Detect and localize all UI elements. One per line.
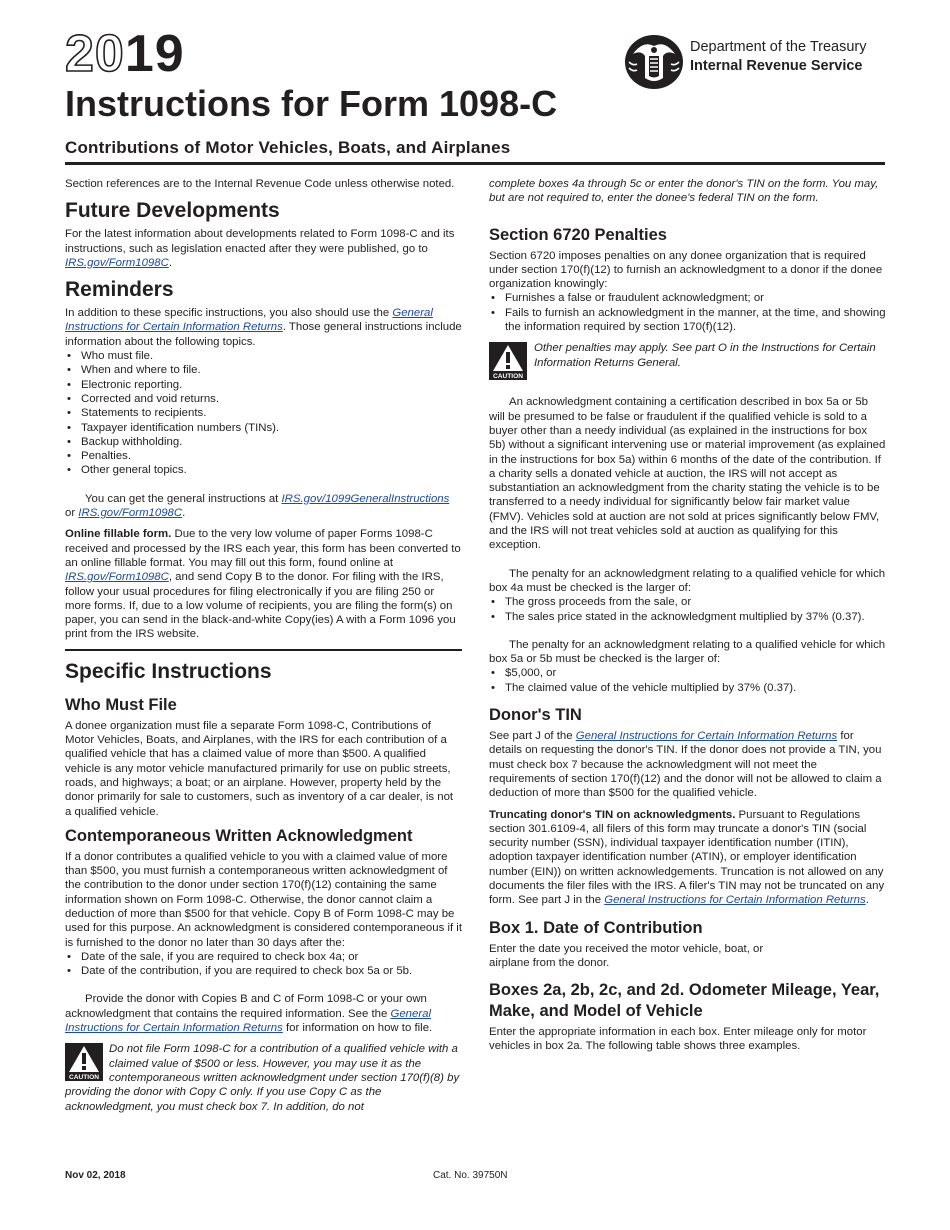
cwa-list (65, 950, 462, 979)
list-item: • Taxpayer identification numbers (TINs). (81, 421, 462, 435)
box1-text: Enter the date you received the motor vehicle, boat, or airplane from the donor. (489, 942, 764, 969)
box2-heading: Boxes 2a, 2b, 2c, and 2d. Odometer Mileage, Year, Make, and Model of Vehicle (489, 981, 880, 1021)
tax-year: 2019 (65, 25, 185, 83)
cwa-heading: Contemporaneous Written Acknowledgment (65, 826, 413, 845)
topics-list (65, 349, 462, 478)
agency-block (690, 38, 867, 76)
reminders-text: In addition to these specific instructions, you also should use the General Instructions for Certain Information Returns. Those general instructions include information about the following topics. (65, 307, 462, 348)
acknowledgment-text: An acknowledgment containing a certification described in box 5a or 5b will be presumed to be false or fraudulent if the qualified vehicle is sold to a buyer other than a needy individual (as explained in the instructions for box 5b) without a significant intervening use or material improvement (as explained in the instructions for box 5a) within 6 months of the date of the contribution. If a charity sells a donated vehicle at auction, the IRS will not accept as substantiation an acknowledgment from the charity stating the vehicle is to be transferred to a needy individual for significantly below fair market value (FMV). Vehicles sold at auction are not sold at prices significantly below FMV, and the IRS will not treat vehicles sold at auction as qualifying for this exception. (489, 396, 886, 552)
list-item: • Corrected and void returns. (81, 392, 462, 406)
reminders-link[interactable]: General Instructions for Certain Information Returns (65, 307, 433, 334)
cwa-text: If a donor contributes a qualified vehicle to you with a claimed value of more than $500, you must furnish a contemporaneous written acknowledgment of the contribution to the donor under section 170(f)(12) containing the same information shown on Form 1098-C. Otherwise, the donor cannot claim a deduction of more than $500 for that vehicle. Copy B of Form 1098-C may be used for this purpose. An acknowledgment is considered contemporaneous if it is furnished to the donor no later than 30 days after the: (65, 850, 463, 949)
future-link[interactable]: IRS.gov/Form1098C (65, 256, 169, 269)
penalty-5a-list (489, 666, 886, 695)
agency-irs: Internal Revenue Service (690, 58, 863, 74)
list-item: • Statements to recipients. (81, 406, 462, 420)
future-developments-heading: Future Developments (65, 199, 280, 223)
caution-icon (65, 1043, 103, 1081)
agency-department: Department of the Treasury (690, 39, 867, 55)
list-item: • The claimed value of the vehicle multiplied by 37% (0.37). (505, 681, 886, 695)
penalty-4a-text: The penalty for an acknowledgment relating to a qualified vehicle for which box 4a must be checked is the larger of: (489, 567, 886, 594)
list-item: • Date of the contribution, if you are required to check box 5a or 5b. (81, 964, 462, 978)
get-instructions-text: You can get the general instructions at IRS.gov/1099GeneralInstructions or IRS.gov/Form1098C. (65, 492, 450, 520)
caution-label: CAUTION (492, 373, 524, 381)
intro-text: Section references are to the Internal Revenue Code unless otherwise noted. (65, 178, 455, 190)
donors-tin-heading: Donor's TIN (489, 706, 582, 725)
caution-note: CAUTION Other penalties may apply. See part O in the Instructions for Certain Information Returns General. (489, 341, 886, 381)
irs-eagle-logo-icon (623, 32, 685, 90)
form1098c-link[interactable]: IRS.gov/Form1098C (78, 507, 183, 520)
list-item: • Other general topics. (81, 463, 462, 477)
who-must-file-text: A donee organization must file a separate Form 1098-C, Contributions of Motor Vehicles, Boats, and Airplanes, with the IRS for each contribution of a qualified vehicle that has a claimed value of more than $500. A qualified vehicle is any motor vehicle manufactured primarily for use on public streets, roads, and highways; a boat; or an airplane. However, property held by the donor primarily for sale to customers, such as inventory of a car dealer, is not a qualified vehicle. (65, 719, 454, 818)
caution-icon (489, 342, 527, 380)
header-divider (65, 162, 885, 165)
list-item: • Furnishes a false or fraudulent acknowledgment; or (505, 291, 886, 305)
list-item: • When and where to file. (81, 363, 462, 377)
list-item: • The gross proceeds from the sale, or (505, 595, 886, 609)
section-6720-text: Section 6720 imposes penalties on any donee organization that is required under section 170(f)(12) to furnish an acknowledgment to a donor if the donee organization knowingly: (489, 249, 883, 291)
continued-text: complete boxes 4a through 5c or enter the donor's TIN on the form. You may, but are not required to, enter the donee's federal TIN on the form. (489, 178, 879, 205)
donors-tin-text: See part J of the General Instructions for Certain Information Returns for details on requesting the donor's TIN. If the donor does not provide a TIN, you must check box 7 because the acknowledgment will not meet the requirements of section 170(f)(12) and the donor will not be allowed to claim a deduction of more than $500 for the qualified vehicle. (489, 730, 882, 800)
list-item: • The sales price stated in the acknowledgment multiplied by 37% (0.37). (505, 610, 886, 624)
list-item: • Date of the sale, if you are required to check box 4a; or (81, 950, 462, 964)
who-must-file-heading: Who Must File (65, 695, 177, 714)
list-item: • Fails to furnish an acknowledgment in the manner, at the time, and showing the information required by section 170(f)(12). (505, 306, 886, 335)
box2-text: Enter the appropriate information in each box. Enter mileage only for motor vehicles in box 2a. The following table shows three examples. (489, 1026, 867, 1053)
right-column (489, 177, 886, 1054)
future-developments-text: For the latest information about developments related to Form 1098-C and its instructions, such as legislation enacted after they were published, go to IRS.gov/Form1098C. (65, 228, 455, 269)
list-item: • Who must file. (81, 349, 462, 363)
catalog-number: Cat. No. 39750N (433, 1170, 508, 1181)
page-subtitle: Contributions of Motor Vehicles, Boats, and Airplanes (65, 138, 511, 157)
list-item: • Electronic reporting. (81, 378, 462, 392)
page-title: Instructions for Form 1098-C (65, 83, 558, 124)
list-item: • Backup withholding. (81, 435, 462, 449)
caution-note: CAUTION Do not file Form 1098-C for a contribution of a qualified vehicle with a claimed value of $500 or less. However, you may use it as the contemporaneous written acknowledgment under section 170(f)(8) by providing the donor with Copy C only. If you use Copy C as the acknowledgment, you must check box 7. In addition, do not (65, 1043, 460, 1113)
penalty-5a-text: The penalty for an acknowledgment relating to a qualified vehicle for which box 5a or 5b must be checked is the larger of: (489, 638, 886, 666)
truncating-tin-text: Truncating donor's TIN on acknowledgments. Pursuant to Regulations section 301.6109-4, all filers of this form may truncate a donor's TIN (social security number (SSN), individual taxpayer identification number (ITIN), adoption taxpayer identification number (ATIN), or employer identification number (EIN)) on written acknowledgements. Truncation is not allowed on any documents the filer files with the IRS. A filer's TIN may not be truncated on any form. See part J in the General Instructions for Certain Information Returns. (489, 808, 885, 907)
online-fillable-text: Online fillable form. Due to the very low volume of paper Forms 1098-C received and processed by the IRS each year, this form has been converted to an online fillable format. You may fill out this form, found online at IRS.gov/Form1098C, and send Copy B to the donor. For filing with the IRS, follow your usual procedures for filing electronically if you are filing 250 or more forms. If, due to a low volume of recipients, you are filing the form(s) on paper, you can send in the black-and-white Copy(ies) A with a Form 1096 you print from the IRS website. (65, 528, 461, 641)
provide-donor-text: Provide the donor with Copies B and C of Form 1098-C or your own acknowledgment that contains the required information. See the General Instructions for Certain Information Returns for information on how to file. (65, 993, 433, 1035)
provide-link[interactable]: General Instructions for Certain Information Returns (65, 1007, 431, 1035)
truncating-link[interactable]: General Instructions for Certain Information Returns (604, 894, 866, 907)
penalty-4a-list (489, 595, 886, 624)
left-column (65, 177, 462, 1114)
caution-label: CAUTION (68, 1074, 100, 1082)
specific-instructions-heading: Specific Instructions (65, 659, 272, 683)
section-6720-heading: Section 6720 Penalties (489, 225, 667, 244)
revision-date: Nov 02, 2018 (65, 1170, 126, 1181)
section-6720-list (489, 291, 886, 334)
list-item: • Penalties. (81, 449, 462, 463)
general-instructions-link[interactable]: IRS.gov/1099GeneralInstructions (281, 492, 450, 505)
list-item: • $5,000, or (505, 666, 886, 680)
box1-heading: Box 1. Date of Contribution (489, 918, 703, 937)
reminders-heading: Reminders (65, 278, 174, 302)
online-form-link[interactable]: IRS.gov/Form1098C (65, 571, 169, 584)
tin-link[interactable]: General Instructions for Certain Information Returns (575, 730, 838, 743)
